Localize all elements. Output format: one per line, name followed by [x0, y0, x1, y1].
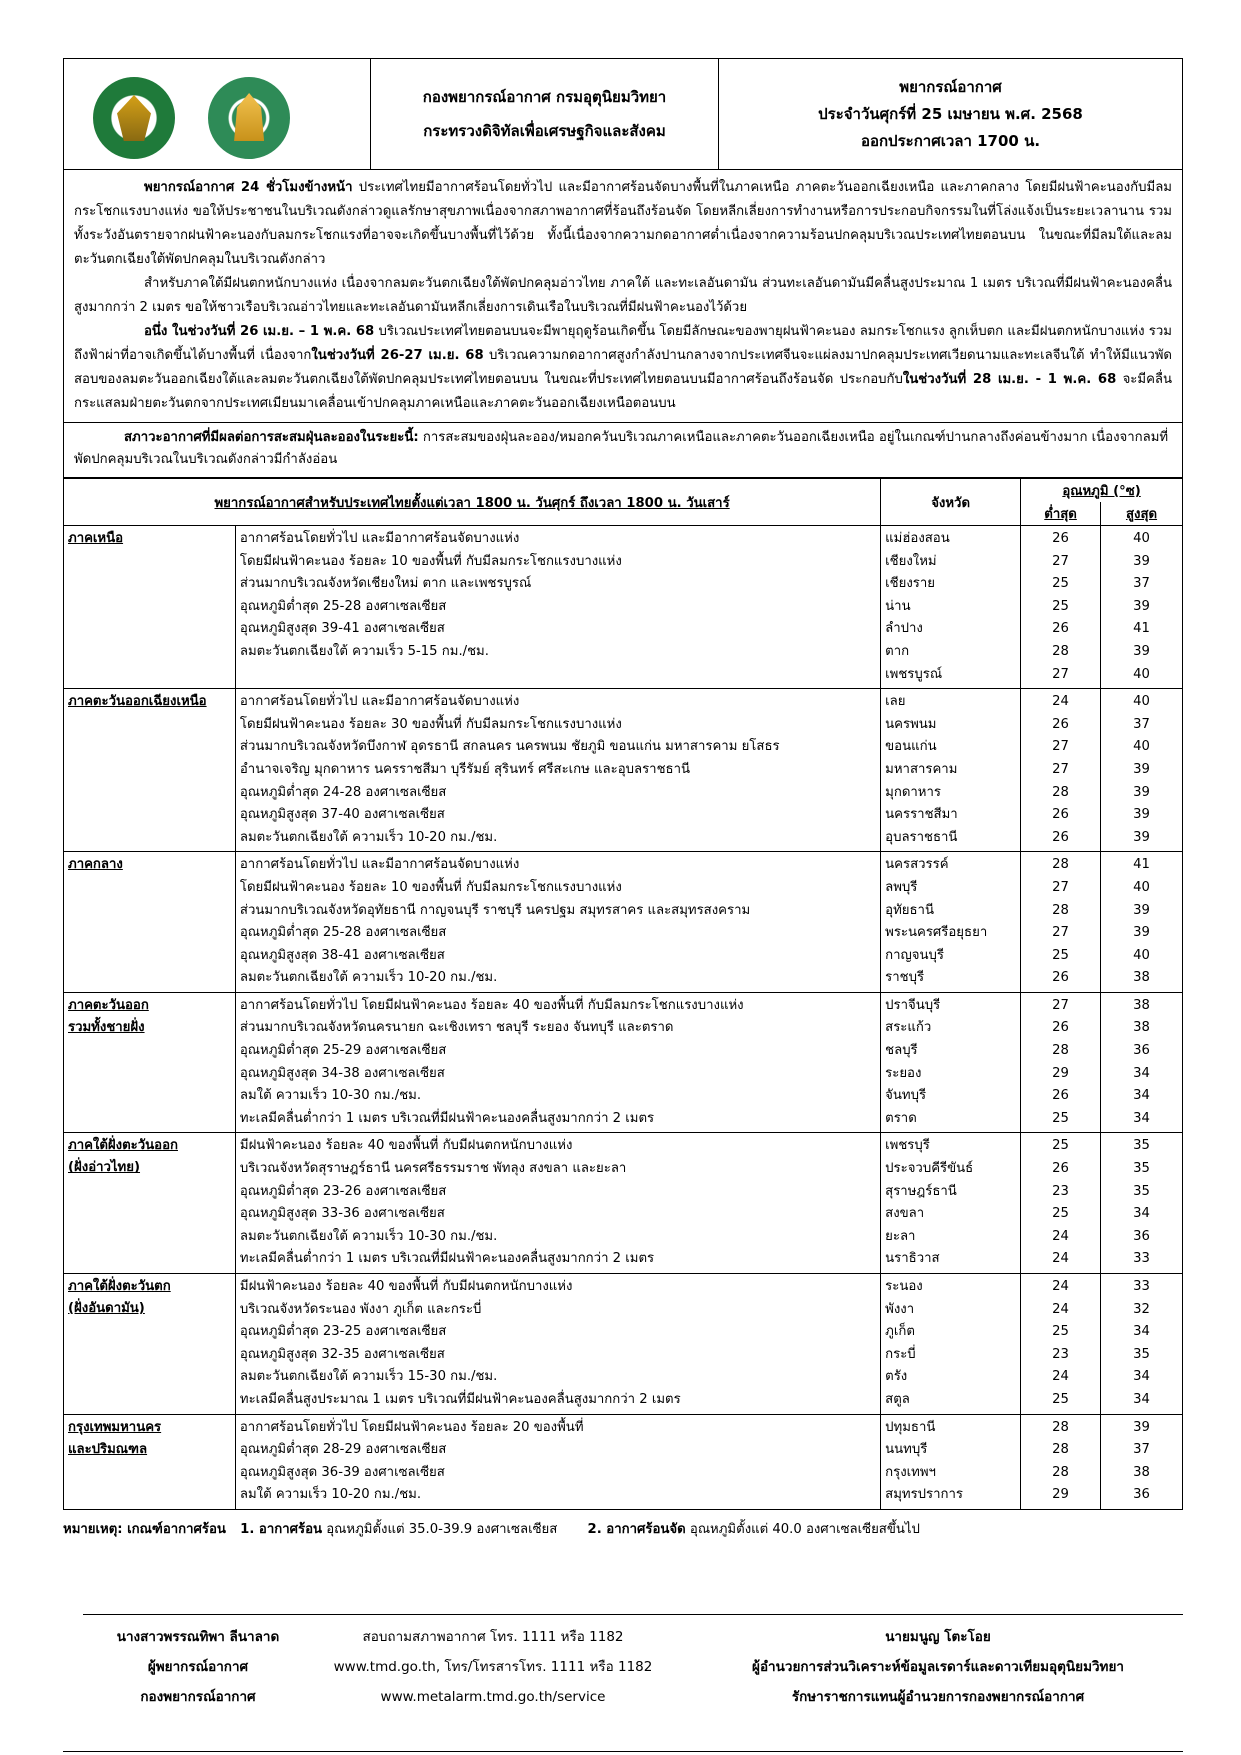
min-temp: 25 — [1052, 576, 1069, 592]
region-name — [64, 1133, 236, 1274]
min-temp: 28 — [1052, 643, 1069, 659]
min-temp: 28 — [1052, 902, 1069, 918]
footer — [63, 1614, 1183, 1705]
forecaster-name: นางสาวพรรณทิพา ลีนาลาด — [116, 1629, 280, 1645]
note-lead: หมายเหตุ: เกณฑ์อากาศร้อน — [63, 1521, 226, 1537]
max-temp: 34 — [1133, 1369, 1150, 1385]
region-name-line: (ฝั่งอันดามัน) — [68, 1301, 145, 1316]
min-header: ต่ำสุด — [1021, 502, 1101, 526]
max-temp: 40 — [1133, 694, 1150, 710]
region-row — [64, 1133, 1183, 1274]
region-name — [64, 1414, 236, 1509]
description-line: ทะเลมีคลื่นต่ำกว่า 1 เมตร บริเวณที่มีฝนฟ้าคะนองคลื่นสูงมากกว่า 2 เมตร — [239, 1251, 655, 1267]
description-line — [240, 664, 876, 687]
director-acting-role: รักษาราชการแทนผู้อำนวยการกองพยากรณ์อากาศ — [791, 1689, 1085, 1705]
forecast-document — [63, 58, 1183, 1539]
description-line: ลมใต้ ความเร็ว 10-20 กม./ชม. — [239, 1487, 422, 1503]
max-temp: 34 — [1133, 1110, 1150, 1126]
min-temp-list — [1021, 526, 1101, 689]
summary-p3-lead: อนึ่ง ในช่วงวันที่ 26 เม.ย. – 1 พ.ค. 68 — [144, 324, 375, 339]
description-line: อุณหภูมิสูงสุด 32-35 องศาเซลเซียส — [239, 1346, 445, 1362]
province-name: อุทัยธานี — [885, 902, 934, 918]
description-line: มีฝนฟ้าคะนอง ร้อยละ 40 ของพื้นที่ กับมีฝนตกหนักบางแห่ง — [239, 1138, 573, 1154]
max-temp-list — [1101, 689, 1183, 852]
dust-text: การสะสมของฝุ่นละออง/หมอกควันบริเวณภาคเหนือและภาคตะวันออกเฉียงเหนือ อยู่ในเกณฑ์ปานกลางถึงค่อนข้างมาก เนื่องจากลมที่พัดปกคลุมบริเวณในบริเวณดังกล่าวมีกำลังอ่อน — [74, 430, 1169, 467]
region-name-line: ภาคกลาง — [68, 857, 123, 873]
region-name-line: (ฝั่งอ่าวไทย) — [68, 1160, 141, 1176]
min-temp: 26 — [1052, 621, 1069, 637]
region-description — [235, 1414, 880, 1509]
province-name: ระนอง — [885, 1279, 923, 1294]
province-name: ปทุมธานี — [885, 1419, 936, 1435]
max-temp: 38 — [1133, 1464, 1150, 1480]
min-temp: 25 — [1052, 1110, 1069, 1126]
note-criterion-2: อุณหภูมิตั้งแต่ 40.0 องศาเซลเซียสขึ้นไป — [685, 1521, 920, 1537]
description-line: อำนาจเจริญ มุกดาหาร นครราชสีมา บุรีรัมย์ สุรินทร์ ศรีสะเกษ และอุบลราชธานี — [239, 761, 690, 777]
description-line: อุณหภูมิสูงสุด 38-41 องศาเซลเซียส — [239, 947, 445, 963]
max-temp: 36 — [1133, 1043, 1150, 1059]
description-line: อุณหภูมิต่ำสุด 24-28 องศาเซลเซียส — [239, 784, 447, 800]
min-temp: 27 — [1052, 879, 1069, 895]
region-name-line: ภาคตะวันออก — [68, 997, 149, 1013]
region-row — [64, 526, 1183, 689]
region-name — [64, 689, 236, 852]
description-line: อุณหภูมิสูงสุด 34-38 องศาเซลเซียส — [239, 1065, 445, 1081]
description-line: อากาศร้อนโดยทั่วไป และมีอากาศร้อนจัดบางแห่ง — [239, 531, 520, 546]
province-list — [881, 1274, 1021, 1415]
region-name — [64, 992, 236, 1133]
region-row — [64, 992, 1183, 1133]
province-name: มหาสารคาม — [885, 761, 958, 777]
director-block — [693, 1622, 1183, 1712]
summary-paragraph-1 — [74, 176, 1172, 272]
region-name-line: รวมทั้งชายฝั่ง — [68, 1019, 145, 1035]
province-name: เชียงราย — [885, 576, 935, 592]
province-name: มุกดาหาร — [885, 784, 941, 800]
max-temp: 38 — [1133, 970, 1150, 986]
province-name: ขอนแก่น — [885, 739, 937, 755]
description-line: อุณหภูมิสูงสุด 39-41 องศาเซลเซียส — [239, 621, 445, 637]
summary-box — [63, 170, 1183, 423]
min-temp: 28 — [1052, 1419, 1069, 1435]
summary-paragraph-3 — [74, 320, 1172, 416]
province-name: สมุทรปราการ — [885, 1487, 964, 1503]
description-line: อากาศร้อนโดยทั่วไป และมีอากาศร้อนจัดบางแห่ง — [239, 694, 520, 710]
description-line: ลมใต้ ความเร็ว 10-30 กม./ชม. — [239, 1088, 422, 1104]
province-name: ประจวบคีรีขันธ์ — [885, 1161, 974, 1177]
region-name-line: ภาคเหนือ — [68, 531, 124, 546]
footer-divider — [83, 1614, 1183, 1615]
region-name — [64, 526, 236, 689]
max-temp-list — [1101, 992, 1183, 1133]
description-line: ลมตะวันตกเฉียงใต้ ความเร็ว 10-20 กม./ชม. — [239, 970, 498, 986]
min-temp: 28 — [1052, 1043, 1069, 1059]
min-temp: 27 — [1052, 761, 1069, 777]
province-name: สตูล — [885, 1391, 910, 1407]
contact-website[interactable]: www.tmd.go.th, โทร/โทรสารโทร. 1111 หรือ 1182 — [333, 1659, 653, 1675]
summary-paragraph-2: สำหรับภาคใต้มีฝนตกหนักบางแห่ง เนื่องจากลมตะวันตกเฉียงใต้พัดปกคลุมอ่าวไทย ภาคใต้ และทะเลอันดามัน ส่วนทะเลอันดามันมีคลื่นสูงประมาณ 1 เมตร บริเวณที่มีฝนฟ้าคะนองคลื่นสูงมากกว่า 2 เมตร ขอให้ชาวเรือบริเวณอ่าวไทยและทะเลอันดามันหลีกเลี่ยงการเดินเรือในบริเวณที่มีฝนฟ้าคะนองไว้ด้วย — [74, 276, 1172, 315]
min-temp: 25 — [1052, 1324, 1069, 1340]
forecast-table — [63, 478, 1183, 1510]
min-temp: 25 — [1052, 1391, 1069, 1407]
region-description — [235, 992, 880, 1133]
min-temp: 29 — [1052, 1487, 1069, 1503]
max-temp: 34 — [1133, 1391, 1150, 1407]
province-name: เลย — [885, 694, 906, 710]
min-temp: 26 — [1052, 716, 1069, 732]
description-line: อุณหภูมิต่ำสุด 25-28 องศาเซลเซียส — [239, 598, 447, 614]
region-name — [64, 1274, 236, 1415]
min-temp: 26 — [1052, 970, 1069, 986]
max-temp: 36 — [1133, 1487, 1150, 1503]
region-row — [64, 689, 1183, 852]
max-temp: 41 — [1133, 857, 1150, 873]
province-name: แม่ฮ่องสอน — [885, 531, 950, 546]
note-criterion-1-lead: 1. อากาศร้อน — [240, 1521, 323, 1537]
province-name: ชลบุรี — [885, 1043, 918, 1059]
province-name: ราชบุรี — [885, 970, 925, 986]
temp-header: อุณหภูมิ (°ซ) — [1021, 479, 1183, 503]
description-line: บริเวณจังหวัดระนอง พังงา ภูเก็ต และกระบี่ — [239, 1301, 482, 1317]
max-temp-list — [1101, 852, 1183, 993]
region-row — [64, 1414, 1183, 1509]
max-temp: 33 — [1133, 1279, 1150, 1294]
region-name-line: และปริมณฑล — [68, 1441, 148, 1457]
province-name: สุราษฎร์ธานี — [885, 1183, 957, 1199]
max-temp: 40 — [1133, 739, 1150, 755]
document-title — [719, 59, 1183, 170]
org-line-2: กระทรวงดิจิทัลเพื่อเศรษฐกิจและสังคม — [423, 122, 666, 140]
min-temp-list — [1021, 852, 1101, 993]
region-description — [235, 1133, 880, 1274]
min-temp: 26 — [1052, 1088, 1069, 1104]
province-name: นครสวรรค์ — [885, 857, 949, 873]
region-name — [64, 852, 236, 993]
region-name-line: ภาคใต้ฝั่งตะวันตก — [68, 1279, 171, 1294]
summary-p3-a: บริเวณประเทศไทยตอนบนจะมีพายุฤดูร้อนเกิดขึ้น โดยมีลักษณะของพายุฝนฟ้าคะนอง ลมกระโชกแรง ลูกเห็บตก และมีฝนตกหนักบางแห่ง รวมถึงฟ้าผ่าที่อาจเกิดขึ้นได้บางพื้นที่ เนื่องจาก — [74, 324, 1172, 363]
min-temp: 26 — [1052, 807, 1069, 823]
min-temp: 27 — [1052, 997, 1069, 1013]
region-row — [64, 1274, 1183, 1415]
max-temp: 40 — [1133, 879, 1150, 895]
province-name: นครราชสีมา — [885, 807, 958, 823]
min-temp: 26 — [1052, 829, 1069, 845]
title-line-1: พยากรณ์อากาศ — [899, 77, 1002, 96]
region-name-line: กรุงเทพมหานคร — [68, 1419, 162, 1435]
forecaster-block — [83, 1622, 313, 1712]
table-title: พยากรณ์อากาศสำหรับประเทศไทยตั้งแต่เวลา 1800 น. วันศุกร์ ถึงเวลา 1800 น. วันเสาร์ — [64, 479, 881, 526]
min-temp: 25 — [1052, 1206, 1069, 1222]
dust-lead: สภาวะอากาศที่มีผลต่อการสะสมฝุ่นละอองในระยะนี้: — [124, 430, 419, 445]
description-line: อากาศร้อนโดยทั่วไป โดยมีฝนฟ้าคะนอง ร้อยละ 20 ของพื้นที่ — [239, 1419, 584, 1435]
min-temp: 25 — [1052, 947, 1069, 963]
region-name-line: ภาคใต้ฝั่งตะวันออก — [68, 1138, 178, 1154]
contact-block — [313, 1622, 673, 1712]
max-temp: 39 — [1133, 761, 1150, 777]
province-list — [881, 852, 1021, 993]
min-temp: 26 — [1052, 1020, 1069, 1036]
forecaster-role: ผู้พยากรณ์อากาศ — [147, 1659, 249, 1675]
max-temp: 37 — [1133, 1442, 1150, 1458]
max-temp-list — [1101, 1414, 1183, 1509]
min-temp-list — [1021, 1133, 1101, 1274]
description-line: อากาศร้อนโดยทั่วไป โดยมีฝนฟ้าคะนอง ร้อยละ 40 ของพื้นที่ กับมีลมกระโชกแรงบางแห่ง — [239, 997, 744, 1013]
max-temp-list — [1101, 526, 1183, 689]
min-temp: 26 — [1052, 531, 1069, 546]
description-line: อากาศร้อนโดยทั่วไป และมีอากาศร้อนจัดบางแห่ง — [239, 857, 520, 873]
description-line: ส่วนมากบริเวณจังหวัดเชียงใหม่ ตาก และเพชรบูรณ์ — [239, 576, 532, 592]
province-name: สงขลา — [885, 1206, 925, 1222]
province-name: กาญจนบุรี — [885, 947, 944, 963]
description-line: ทะเลมีคลื่นสูงประมาณ 1 เมตร บริเวณที่มีฝนฟ้าคะนองคลื่นสูงมากกว่า 2 เมตร — [239, 1391, 681, 1407]
max-temp: 39 — [1133, 1419, 1150, 1435]
summary-p3-e: จะมีคลื่นกระแสลมฝ่ายตะวันตกจากประเทศเมียนมาเคลื่อนเข้าปกคลุมภาคเหนือและภาคตะวันออกเฉียงเหนือตอนบน — [74, 372, 1172, 411]
max-temp: 36 — [1133, 1228, 1150, 1244]
province-name: จันทบุรี — [885, 1088, 927, 1104]
description-line: โดยมีฝนฟ้าคะนอง ร้อยละ 10 ของพื้นที่ กับมีลมกระโชกแรงบางแห่ง — [239, 879, 622, 895]
province-name: พระนครศรีอยุธยา — [885, 925, 988, 941]
max-temp: 35 — [1133, 1346, 1150, 1362]
region-description — [235, 689, 880, 852]
max-temp: 40 — [1133, 947, 1150, 963]
min-temp: 24 — [1052, 1369, 1069, 1385]
province-name: ระยอง — [885, 1065, 922, 1081]
province-name: เพชรบุรี — [885, 1138, 930, 1154]
summary-p3-b: ในช่วงวันที่ 26-27 เม.ย. 68 — [311, 348, 484, 363]
province-name: พังงา — [885, 1301, 915, 1317]
note-criterion-1: อุณหภูมิตั้งแต่ 35.0-39.9 องศาเซลเซียส — [322, 1521, 558, 1537]
province-list — [881, 526, 1021, 689]
description-line: โดยมีฝนฟ้าคะนอง ร้อยละ 30 ของพื้นที่ กับมีลมกระโชกแรงบางแห่ง — [239, 716, 622, 732]
max-temp-list — [1101, 1133, 1183, 1274]
province-name: ภูเก็ต — [885, 1324, 915, 1340]
max-header: สูงสุด — [1101, 502, 1183, 526]
min-temp-list — [1021, 689, 1101, 852]
description-line: อุณหภูมิต่ำสุด 23-26 องศาเซลเซียส — [239, 1183, 447, 1199]
min-temp: 23 — [1052, 1183, 1069, 1199]
max-temp: 39 — [1133, 807, 1150, 823]
page-bottom-divider — [63, 1751, 1183, 1752]
province-list — [881, 1414, 1021, 1509]
region-name-line: ภาคตะวันออกเฉียงเหนือ — [68, 694, 207, 710]
note — [63, 1518, 1183, 1539]
province-name: กรุงเทพฯ — [885, 1464, 936, 1480]
province-name: นราธิวาส — [885, 1251, 940, 1267]
min-temp-list — [1021, 1414, 1101, 1509]
province-name: ลำปาง — [885, 621, 923, 637]
min-temp: 24 — [1052, 1301, 1069, 1317]
organization — [371, 59, 719, 170]
region-description — [235, 526, 880, 689]
min-temp: 28 — [1052, 857, 1069, 873]
max-temp: 35 — [1133, 1183, 1150, 1199]
province-name: เชียงใหม่ — [885, 553, 937, 569]
max-temp: 39 — [1133, 829, 1150, 845]
forecaster-division: กองพยากรณ์อากาศ — [140, 1689, 256, 1705]
max-temp: 40 — [1133, 666, 1150, 682]
max-temp: 37 — [1133, 576, 1150, 592]
description-line: ลมตะวันตกเฉียงใต้ ความเร็ว 5-15 กม./ชม. — [239, 643, 489, 659]
province-name: กระบี่ — [885, 1346, 916, 1362]
max-temp: 34 — [1133, 1065, 1150, 1081]
min-temp: 25 — [1052, 598, 1069, 614]
description-line: บริเวณจังหวัดสุราษฎร์ธานี นครศรีธรรมราช พัทลุง สงขลา และยะลา — [239, 1161, 627, 1177]
max-temp: 33 — [1133, 1251, 1150, 1267]
description-line: ส่วนมากบริเวณจังหวัดบึงกาฬ อุดรธานี สกลนคร นครพนม ชัยภูมิ ขอนแก่น มหาสารคาม ยโสธร — [239, 739, 780, 755]
region-description — [235, 852, 880, 993]
description-line: มีฝนฟ้าคะนอง ร้อยละ 40 ของพื้นที่ กับมีฝนตกหนักบางแห่ง — [239, 1279, 573, 1294]
max-temp: 38 — [1133, 1020, 1150, 1036]
max-temp: 35 — [1133, 1161, 1150, 1177]
province-list — [881, 689, 1021, 852]
max-temp-list — [1101, 1274, 1183, 1415]
province-name: ยะลา — [885, 1228, 916, 1244]
max-temp: 39 — [1133, 643, 1150, 659]
ministry-logo-icon — [93, 77, 175, 159]
max-temp: 32 — [1133, 1301, 1150, 1317]
province-name: ตรัง — [885, 1369, 908, 1385]
description-line: อุณหภูมิสูงสุด 33-36 องศาเซลเซียส — [239, 1206, 445, 1222]
min-temp: 27 — [1052, 925, 1069, 941]
max-temp: 38 — [1133, 997, 1150, 1013]
description-line: โดยมีฝนฟ้าคะนอง ร้อยละ 10 ของพื้นที่ กับมีลมกระโชกแรงบางแห่ง — [239, 553, 622, 569]
min-temp-list — [1021, 992, 1101, 1133]
title-line-2: ประจำวันศุกร์ที่ 25 เมษายน พ.ศ. 2568 — [818, 104, 1083, 123]
max-temp: 35 — [1133, 1138, 1150, 1154]
description-line: ลมตะวันตกเฉียงใต้ ความเร็ว 15-30 กม./ชม. — [239, 1369, 498, 1385]
max-temp: 39 — [1133, 902, 1150, 918]
min-temp: 24 — [1052, 1228, 1069, 1244]
max-temp: 34 — [1133, 1324, 1150, 1340]
max-temp: 34 — [1133, 1206, 1150, 1222]
summary-lead: พยากรณ์อากาศ 24 ชั่วโมงข้างหน้า — [144, 180, 353, 195]
description-line: อุณหภูมิต่ำสุด 25-28 องศาเซลเซียส — [239, 925, 447, 941]
min-temp: 27 — [1052, 739, 1069, 755]
description-line: อุณหภูมิสูงสุด 36-39 องศาเซลเซียส — [239, 1464, 445, 1480]
province-name: เพชรบูรณ์ — [885, 666, 943, 682]
min-temp-list — [1021, 1274, 1101, 1415]
max-temp: 39 — [1133, 553, 1150, 569]
province-name: นครพนม — [885, 716, 937, 732]
min-temp: 28 — [1052, 1442, 1069, 1458]
title-line-3: ออกประกาศเวลา 1700 น. — [860, 131, 1041, 150]
contact-phone: สอบถามสภาพอากาศ โทร. 1111 หรือ 1182 — [362, 1629, 624, 1645]
logo-cell — [64, 59, 371, 170]
max-temp: 34 — [1133, 1088, 1150, 1104]
province-name: นนทบุรี — [885, 1442, 928, 1458]
min-temp: 23 — [1052, 1346, 1069, 1362]
min-temp: 25 — [1052, 1138, 1069, 1154]
description-line: ลมตะวันตกเฉียงใต้ ความเร็ว 10-20 กม./ชม. — [239, 829, 498, 845]
min-temp: 28 — [1052, 784, 1069, 800]
header-table — [63, 58, 1183, 170]
min-temp: 27 — [1052, 666, 1069, 682]
tmd-logo-icon — [208, 77, 290, 159]
min-temp: 29 — [1052, 1065, 1069, 1081]
max-temp: 41 — [1133, 621, 1150, 637]
max-temp: 37 — [1133, 716, 1150, 732]
description-line: อุณหภูมิต่ำสุด 23-25 องศาเซลเซียส — [239, 1324, 447, 1340]
description-line: อุณหภูมิต่ำสุด 28-29 องศาเซลเซียส — [239, 1442, 447, 1458]
min-temp: 26 — [1052, 1161, 1069, 1177]
province-list — [881, 1133, 1021, 1274]
region-row — [64, 852, 1183, 993]
province-name: ปราจีนบุรี — [885, 997, 941, 1013]
province-name: ตราด — [885, 1110, 917, 1126]
summary-p3-c: บริเวณความกดอากาศสูงกำลังปานกลางจากประเทศจีนจะแผ่ลงมาปกคลุมประเทศเวียดนามและทะเลจีนใต้ ทำให้มีแนวพัดสอบของลมตะวันออกเฉียงใต้และลมตะวันตกเฉียงใต้พัดปกคลุมประเทศไทยตอนบน ในขณะที่ประเทศไทยตอนบนมีอากาศร้อนถึงร้อนจัด ประกอบกับ — [74, 348, 1172, 387]
note-criterion-2-lead: 2. อากาศร้อนจัด — [587, 1521, 686, 1537]
description-line: ส่วนมากบริเวณจังหวัดนครนายก ฉะเชิงเทรา ชลบุรี ระยอง จันทบุรี และตราด — [239, 1020, 674, 1036]
description-line: ลมตะวันตกเฉียงใต้ ความเร็ว 10-30 กม./ชม. — [239, 1228, 498, 1244]
description-line: อุณหภูมิต่ำสุด 25-29 องศาเซลเซียส — [239, 1043, 447, 1059]
province-name: ตาก — [885, 643, 910, 659]
region-description — [235, 1274, 880, 1415]
description-line: ส่วนมากบริเวณจังหวัดอุทัยธานี กาญจนบุรี ราชบุรี นครปฐม สมุทรสาคร และสมุทรสงคราม — [239, 902, 751, 918]
org-line-1: กองพยากรณ์อากาศ กรมอุตุนิยมวิทยา — [422, 88, 667, 106]
max-temp: 39 — [1133, 925, 1150, 941]
summary-text-1: ประเทศไทยมีอากาศร้อนโดยทั่วไป และมีอากาศร้อนจัดบางพื้นที่ในภาคเหนือ ภาคตะวันออกเฉียงเหนือ และภาคกลาง โดยมีฝนฟ้าคะนองกับมีลมกระโชกแรงบางแห่ง ขอให้ประชาชนในบริเวณดังกล่าวดูแลรักษาสุขภาพเนื่องจากสภาพอากาศที่ร้อนถึงร้อนจัด โดยหลีกเลี่ยงการทำงานหรือการประกอบกิจกรรมในที่โล่งแจ้งเป็นระยะเวลานาน รวมทั้งระวังอันตรายจากฝนฟ้าคะนองกับลมกระโชกแรงที่อาจจะเกิดขึ้นบางพื้นที่ไว้ด้วย ทั้งนี้เนื่องจากความกดอากาศต่ำเนื่องจากความร้อนปกคลุมบริเวณประเทศไทยตอนบน ในขณะที่มีลมใต้และลมตะวันตกเฉียงใต้พัดปกคลุมในบริเวณดังกล่าว — [74, 180, 1172, 267]
director-name: นายมนูญ โตะโอย — [885, 1629, 991, 1645]
min-temp: 28 — [1052, 1464, 1069, 1480]
min-temp: 27 — [1052, 553, 1069, 569]
province-name: อุบลราชธานี — [885, 829, 958, 845]
max-temp: 39 — [1133, 784, 1150, 800]
contact-service-link[interactable]: www.metalarm.tmd.go.th/service — [380, 1689, 606, 1705]
province-name: น่าน — [885, 598, 911, 614]
max-temp: 39 — [1133, 598, 1150, 614]
province-header: จังหวัด — [881, 479, 1021, 526]
min-temp: 24 — [1052, 1251, 1069, 1267]
max-temp: 40 — [1133, 531, 1150, 546]
director-role: ผู้อำนวยการส่วนวิเคราะห์ข้อมูลเรดาร์และดาวเทียมอุตุนิยมวิทยา — [752, 1659, 1124, 1675]
dust-box — [63, 423, 1183, 478]
description-line: ทะเลมีคลื่นต่ำกว่า 1 เมตร บริเวณที่มีฝนฟ้าคะนองคลื่นสูงมากกว่า 2 เมตร — [239, 1110, 655, 1126]
description-line: อุณหภูมิสูงสุด 37-40 องศาเซลเซียส — [239, 807, 445, 823]
province-name: สระแก้ว — [885, 1020, 932, 1036]
summary-p3-d: ในช่วงวันที่ 28 เม.ย. - 1 พ.ค. 68 — [902, 372, 1117, 387]
min-temp: 24 — [1052, 694, 1069, 710]
province-list — [881, 992, 1021, 1133]
min-temp: 24 — [1052, 1279, 1069, 1294]
province-name: ลพบุรี — [885, 879, 918, 895]
